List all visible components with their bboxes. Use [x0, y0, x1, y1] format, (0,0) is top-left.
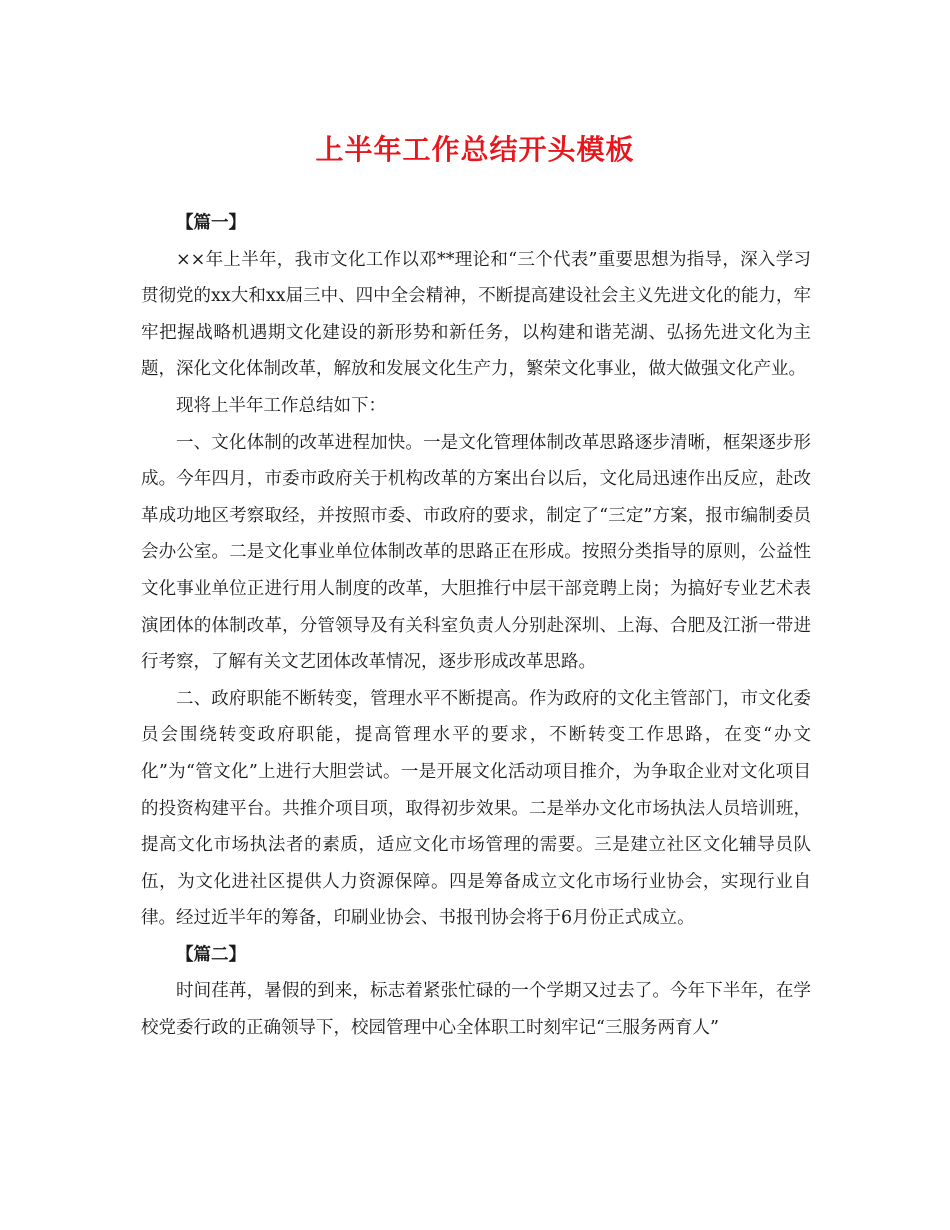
paragraph: 二、政府职能不断转变，管理水平不断提高。作为政府的文化主管部门，市文化委员会围绕转变政府职能，提高管理水平的要求，不断转变工作思路，在变“办文化”为“管文化”上进行大胆尝试。一是开展文化活动项目推介，为争取企业对文化项目的投资构建平台。共推介项目项，取得初步效果。二是举办文化市场执法人员培训班，提高文化市场执法者的素质，适应文化市场管理的需要。三是建立社区文化辅导员队伍，为文化进社区提供人力资源保障。四是筹备成立文化市场行业协会，实现行业自律。经过近半年的筹备，印刷业协会、书报刊协会将于6月份正式成立。	[141, 688, 811, 929]
section-heading-1: 【篇一】	[176, 213, 246, 233]
paragraph: ××年上半年，我市文化工作以邓**理论和“三个代表”重要思想为指导，深入学习贯彻党的xx大和xx届三中、四中全会精神，不断提高建设社会主义先进文化的能力，牢牢把握战略机遇期文化建设的新形势和新任务，以构建和谐芜湖、弘扬先进文化为主题，深化文化体制改革，解放和发展文化生产力，繁荣文化事业，做大做强文化产业。	[141, 249, 811, 380]
paragraph: 一、文化体制的改革进程加快。一是文化管理体制改革思路逐步清晰，框架逐步形成。今年四月，市委市政府关于机构改革的方案出台以后，文化局迅速作出反应，赴改革成功地区考察取经，并按照市委、市政府的要求，制定了“三定”方案，报市编制委员会办公室。二是文化事业单位体制改革的思路正在形成。按照分类指导的原则，公益性文化事业单位正进行用人制度的改革，大胆推行中层干部竞聘上岗；为搞好专业艺术表演团体的体制改革，分管领导及有关科室负责人分别赴深圳、上海、合肥及江浙一带进行考察，了解有关文艺团体改革情况，逐步形成改革思路。	[141, 432, 811, 673]
section-heading-2: 【篇二】	[176, 944, 246, 965]
paragraph: 现将上半年工作总结如下：	[176, 395, 386, 416]
document-title: 上半年工作总结开头模板	[315, 133, 635, 166]
paragraph: 时间荏苒，暑假的到来，标志着紧张忙碌的一个学期又过去了。今年下半年，在学校党委行政的正确领导下，校园管理中心全体职工时刻牢记“三服务两育人”	[141, 981, 811, 1039]
document-body	[141, 205, 811, 1047]
